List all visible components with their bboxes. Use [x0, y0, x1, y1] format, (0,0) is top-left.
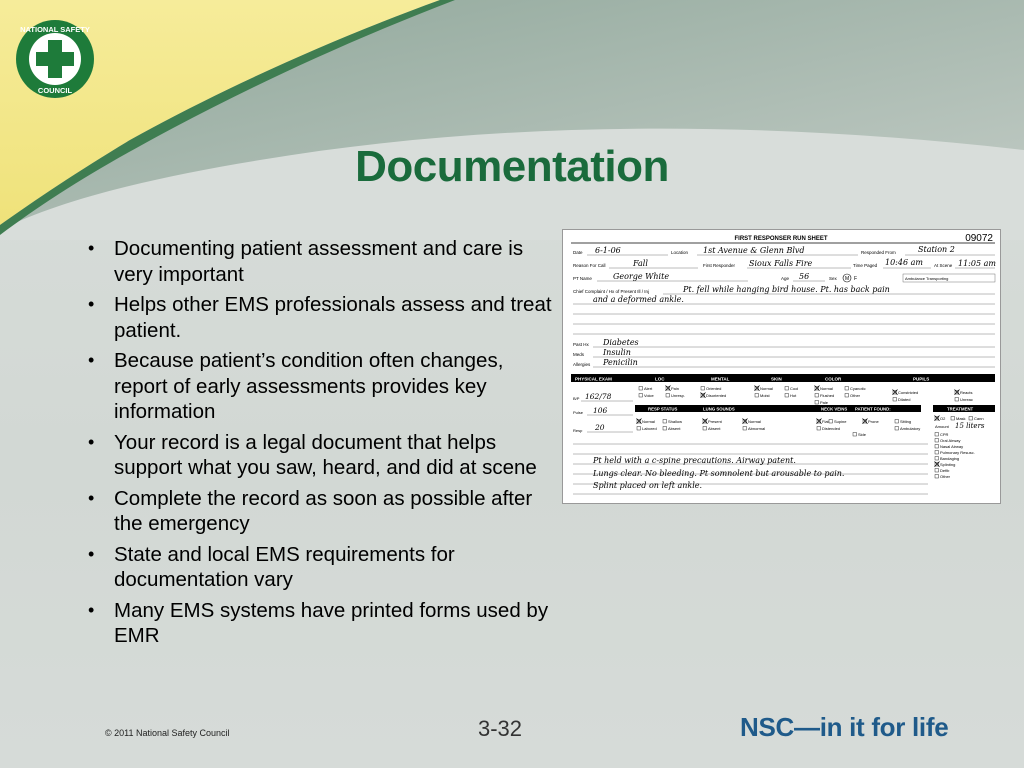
form-option-label: Side — [858, 432, 867, 437]
form-value-responded-from: Station 2 — [918, 245, 955, 254]
form-option-label: Normal — [748, 419, 761, 424]
form-value-complaint-2: and a deformed ankle. — [593, 295, 684, 304]
form-label-ambulance: Ambulance Transporting — [905, 276, 949, 281]
form-option-label: Other — [850, 393, 861, 398]
form-section-header: RESP STATUS — [648, 406, 678, 412]
form-option-label: Alert — [644, 386, 653, 391]
form-section-header: SKIN — [771, 376, 782, 382]
form-option-label: Distended — [822, 426, 841, 431]
bullet-list — [88, 236, 558, 654]
form-value-allergies: Penicilin — [603, 358, 638, 367]
bullet-item — [88, 236, 558, 287]
nsc-brand-logo: NSC—in it for life — [740, 712, 949, 742]
form-label-chief-complaint: Chief Complaint / Hx of Present Ill / Inj — [573, 289, 650, 294]
form-section-header: COLOR — [825, 376, 842, 382]
form-option-label: Oriented — [706, 386, 722, 391]
form-value-date: 6-1-06 — [595, 246, 621, 255]
form-option-label: Sitting — [900, 419, 912, 424]
form-section-header: MENTAL — [711, 376, 730, 382]
form-option-label: Nasal Airway — [940, 444, 964, 449]
form-option-label: Cyanotic — [850, 386, 866, 391]
form-option-label: Present — [708, 419, 722, 424]
form-value-oxygen-amount: 15 liters — [955, 422, 985, 430]
form-section-header: NECK VEINS — [821, 406, 848, 412]
form-label-location: Location — [671, 250, 689, 255]
form-value-pulse: 106 — [593, 406, 608, 415]
bullet-item — [88, 292, 558, 343]
bullet-text: Helps other EMS professionals assess and treat patient. — [114, 293, 552, 342]
form-option-label: CPR — [940, 432, 949, 437]
form-label-resp: Resp — [573, 428, 583, 433]
form-option-label: Cool — [790, 386, 799, 391]
bullet-item — [88, 430, 558, 481]
form-label-reason: Reason For Call — [573, 263, 606, 268]
bullet-dot-icon: • — [88, 431, 95, 452]
form-narrative-2: Lungs clear. No bleeding. Pt somnolent but arousable to pain. — [593, 469, 845, 478]
form-option-label: Other — [940, 474, 951, 479]
form-label-sex: Sex — [829, 276, 837, 281]
form-option-label: Hot — [790, 393, 797, 398]
form-section-header: LOC — [655, 376, 665, 382]
form-section-header: PHYSICAL EXAM — [575, 376, 612, 382]
form-label-responded-from: Responded From — [861, 250, 896, 255]
form-value-at-scene: 11:05 am — [958, 259, 996, 268]
form-option-label: Unreac — [960, 397, 973, 402]
form-value-past-hx: Diabetes — [603, 338, 639, 347]
form-option-label: Shallow — [668, 419, 683, 424]
form-narrative-3: Splint placed on left ankle. — [593, 481, 703, 490]
form-label-past-hx: Past Hx — [573, 342, 589, 347]
form-section-header: PUPILS — [913, 376, 930, 382]
form-label-pulse: Pulse — [573, 410, 584, 415]
logo-bottom-text: COUNCIL — [37, 86, 73, 95]
svg-text:M: M — [845, 276, 850, 282]
run-sheet-form-image — [562, 229, 1001, 504]
form-sheet-number: 09072 — [965, 233, 993, 244]
form-label-time-paged: Time Paged — [853, 263, 878, 268]
bullet-text: Many EMS systems have printed forms used by EMR — [114, 598, 549, 647]
form-option-label: Unresp. — [671, 393, 686, 398]
svg-text:F: F — [854, 276, 858, 282]
slide-title: Documentation — [355, 142, 669, 191]
form-section-header: LUNG SOUNDS — [703, 406, 735, 412]
bullet-dot-icon: • — [88, 487, 95, 508]
bullet-text: Documenting patient assessment and care is very important — [114, 237, 524, 286]
bullet-dot-icon: • — [88, 238, 95, 258]
form-option-label: Supine — [834, 419, 847, 424]
form-label-at-scene: At Scene — [934, 263, 953, 268]
form-option-label: Normal — [820, 386, 833, 391]
form-option-label: Flat — [822, 419, 829, 424]
form-option-label: Moist — [760, 393, 770, 398]
form-value-age: 56 — [799, 272, 810, 281]
form-option-label: Prone — [868, 419, 879, 424]
form-value-bp: 162/78 — [585, 392, 612, 401]
form-value-time-paged: 10:46 am — [885, 258, 923, 267]
form-option-label: Constricted — [898, 390, 919, 395]
form-option-label: Normal — [760, 386, 773, 391]
form-option-label: Pale — [820, 400, 829, 405]
form-option-label: Normal — [642, 419, 655, 424]
form-value-pt-name: George White — [613, 272, 670, 281]
copyright-notice: © 2011 National Safety Council — [105, 728, 230, 738]
bullet-text: State and local EMS requirements for documentation vary — [114, 542, 455, 591]
form-label-pt-name: PT Name — [573, 276, 592, 281]
bullet-text: Your record is a legal document that helps support what you saw, heard, and did at scene — [114, 430, 537, 479]
form-option-label: Amount — [935, 424, 949, 429]
logo-top-text: NATIONAL SAFETY — [20, 25, 90, 34]
form-value-complaint-1: Pt. fell while hanging bird house. Pt. has back pain — [683, 285, 890, 294]
form-value-resp: 20 — [595, 423, 605, 432]
form-option-label: Mask — [956, 416, 966, 421]
form-option-label: Absent — [708, 426, 721, 431]
form-section-header: TREATMENT — [947, 406, 974, 412]
form-option-label: Disoriented — [706, 393, 727, 398]
form-option-label: Dilated — [898, 397, 911, 402]
form-option-label: Pain — [671, 386, 680, 391]
bullet-item — [88, 486, 558, 537]
form-value-reason: Fall — [633, 259, 648, 268]
form-option-label: Ambulatory — [900, 426, 921, 431]
form-value-first-responder: Sioux Falls Fire — [749, 259, 813, 268]
form-label-age: Age — [781, 276, 790, 281]
bullet-item — [88, 598, 558, 649]
form-option-label: Bandaging — [940, 456, 960, 461]
bullet-item — [88, 542, 558, 593]
form-sheet-title: FIRST RESPONSER RUN SHEET — [734, 236, 828, 242]
form-value-meds: Insulin — [603, 348, 631, 357]
form-label-date: Date — [573, 250, 583, 255]
form-option-label: Voice — [644, 393, 654, 398]
background-swoosh — [0, 0, 1024, 240]
form-option-label: Labored — [642, 426, 657, 431]
form-option-label: Cann — [974, 416, 984, 421]
bullet-text: Complete the record as soon as possible after the emergency — [114, 486, 533, 535]
form-option-label: O2 — [940, 416, 946, 421]
form-label-allergies: Allergies — [573, 362, 591, 367]
form-option-label: Pulmonary Resusc. — [940, 450, 975, 455]
form-option-label: Defib — [940, 468, 950, 473]
form-option-label: Abnormal — [748, 426, 766, 431]
form-option-label: Reacts — [960, 390, 973, 395]
bullet-dot-icon: • — [88, 294, 95, 314]
form-label-bp: B/P — [573, 396, 580, 401]
form-option-label: Oral Airway — [940, 438, 961, 443]
bullet-dot-icon: • — [88, 543, 95, 564]
bullet-text: Because patient’s condition often changes, report of early assessments provides key information — [114, 349, 504, 423]
bullet-item — [88, 348, 558, 425]
form-option-label: Flushed — [820, 393, 835, 398]
green-cross-logo-icon — [14, 18, 96, 100]
bullet-dot-icon: • — [88, 350, 95, 370]
page-number: 3-32 — [478, 716, 523, 741]
form-label-first-responder: First Responder — [703, 263, 736, 268]
form-section-header: PATIENT FOUND: — [855, 406, 891, 412]
form-value-location: 1st Avenue & Glenn Blvd — [703, 246, 805, 255]
form-narrative-1: Pt held with a c-spine precautions. Airway patent. — [593, 456, 796, 465]
form-label-meds: Meds — [573, 352, 585, 357]
form-option-label: Absent — [668, 426, 681, 431]
form-option-label: Splinting — [940, 462, 956, 467]
bullet-dot-icon: • — [88, 599, 95, 620]
